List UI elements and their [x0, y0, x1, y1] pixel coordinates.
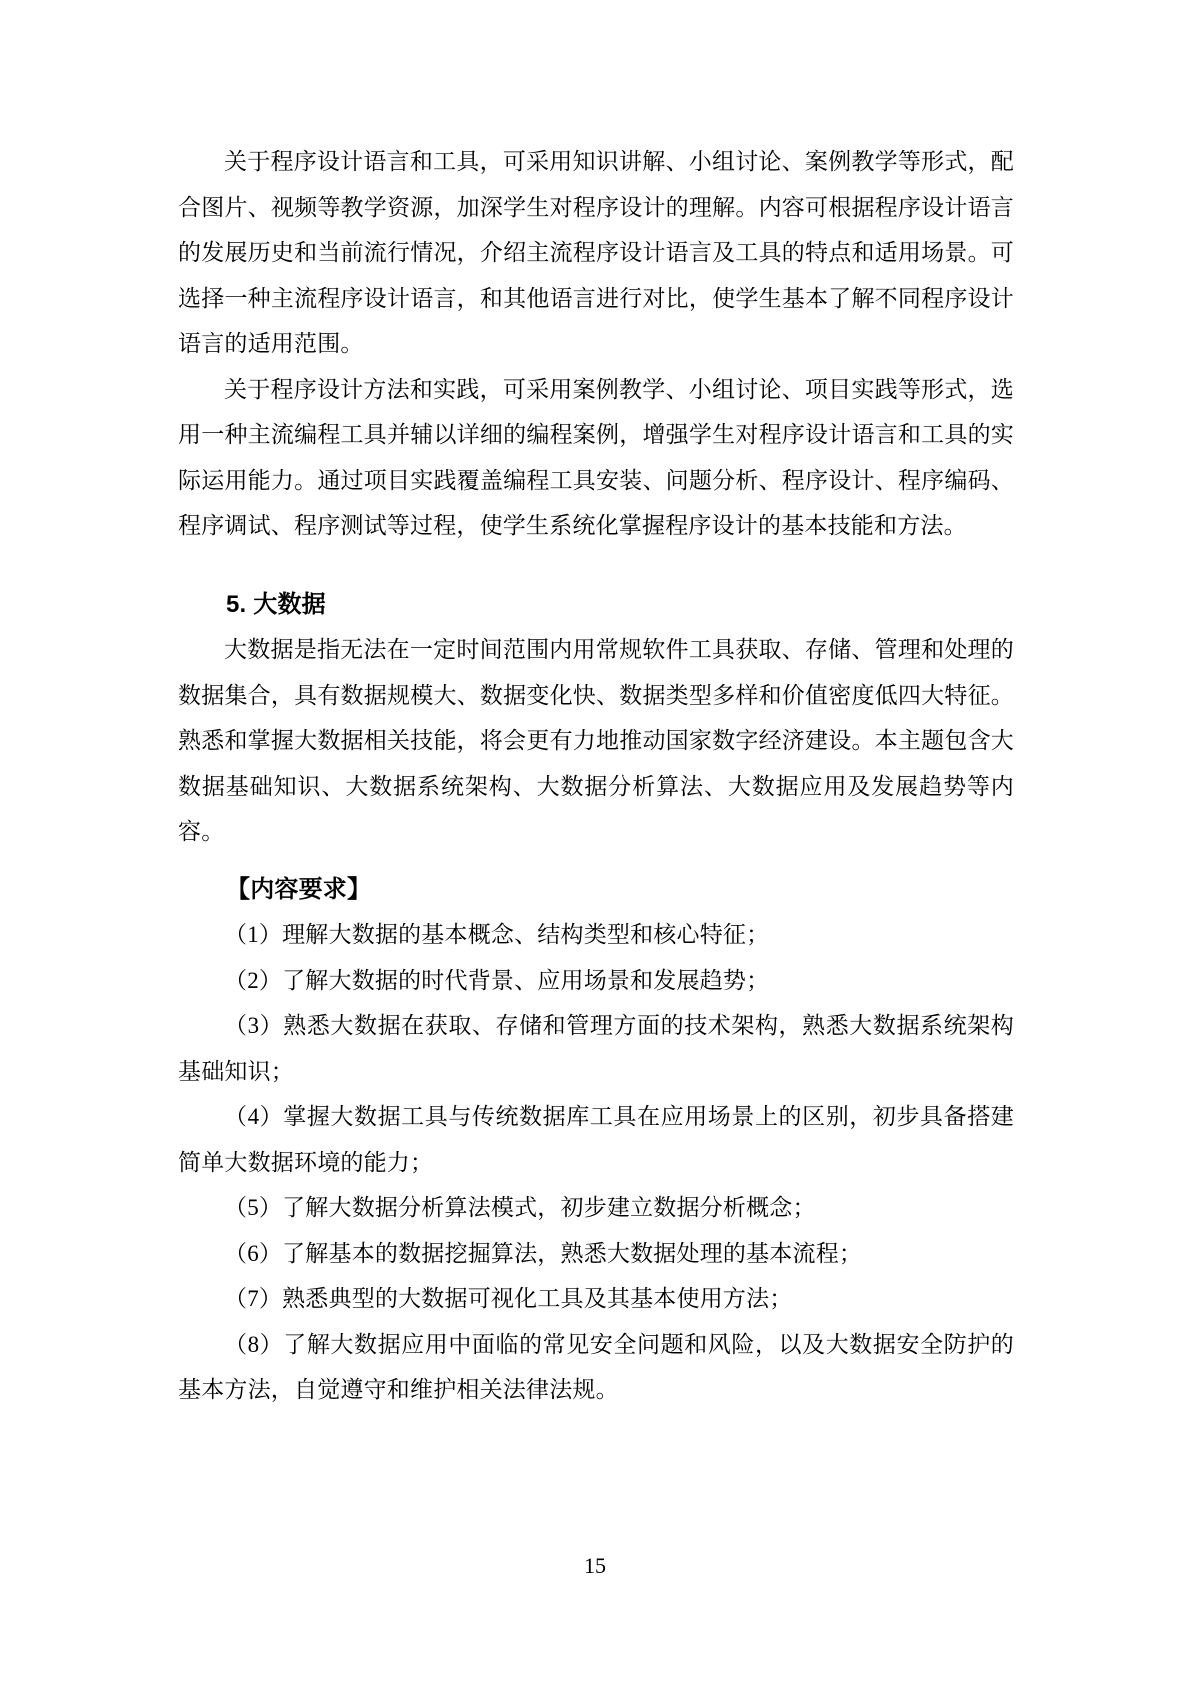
document-body [178, 139, 1014, 1413]
requirement-item-7: （7）熟悉典型的大数据可视化工具及其基本使用方法； [224, 1286, 793, 1311]
requirement-item-8: （8）了解大数据应用中面临的常见安全问题和风险，以及大数据安全防护的基本方法，自觉遵守和维护相关法律法规。 [178, 1331, 1014, 1402]
body-paragraph-2: 关于程序设计方法和实践，可采用案例教学、小组讨论、项目实践等形式，选用一种主流编程工具并辅以详细的编程案例，增强学生对程序设计语言和工具的实际运用能力。通过项目实践覆盖编程工具安装、问题分析、程序设计、程序编码、程序调试、程序测试等过程，使学生系统化掌握程序设计的基本技能和方法。 [178, 376, 1014, 538]
requirement-item-4: （4）掌握大数据工具与传统数据库工具在应用场景上的区别，初步具备搭建简单大数据环境的能力； [178, 1104, 1014, 1175]
requirement-item-5: （5）了解大数据分析算法模式，初步建立数据分析概念； [224, 1195, 816, 1220]
page-number: 15 [584, 1553, 606, 1578]
section-heading-big-data: 5. 大数据 [226, 590, 326, 618]
requirements-heading: 【内容要求】 [226, 875, 372, 903]
requirement-item-3: （3）熟悉大数据在获取、存储和管理方面的技术架构，熟悉大数据系统架构基础知识； [178, 1013, 1014, 1084]
requirement-item-2: （2）了解大数据的时代背景、应用场景和发展趋势； [224, 967, 770, 993]
body-paragraph-3: 大数据是指无法在一定时间范围内用常规软件工具获取、存储、管理和处理的数据集合，具有数据规模大、数据变化快、数据类型多样和价值密度低四大特征。熟悉和掌握大数据相关技能，将会更有力地推动国家数字经济建设。本主题包含大数据基础知识、大数据系统架构、大数据分析算法、大数据应用及发展趋势等内容。 [178, 637, 1014, 844]
requirement-item-6: （6）了解基本的数据挖掘算法，熟悉大数据处理的基本流程； [224, 1240, 863, 1266]
body-paragraph-1: 关于程序设计语言和工具，可采用知识讲解、小组讨论、案例教学等形式，配合图片、视频等教学资源，加深学生对程序设计的理解。内容可根据程序设计语言的发展历史和当前流行情况，介绍主流程序设计语言及工具的特点和适用场景。可选择一种主流程序设计语言，和其他语言进行对比，使学生基本了解不同程序设计语言的适用范围。 [178, 149, 1014, 356]
requirement-item-1: （1）理解大数据的基本概念、结构类型和核心特征； [224, 922, 770, 947]
